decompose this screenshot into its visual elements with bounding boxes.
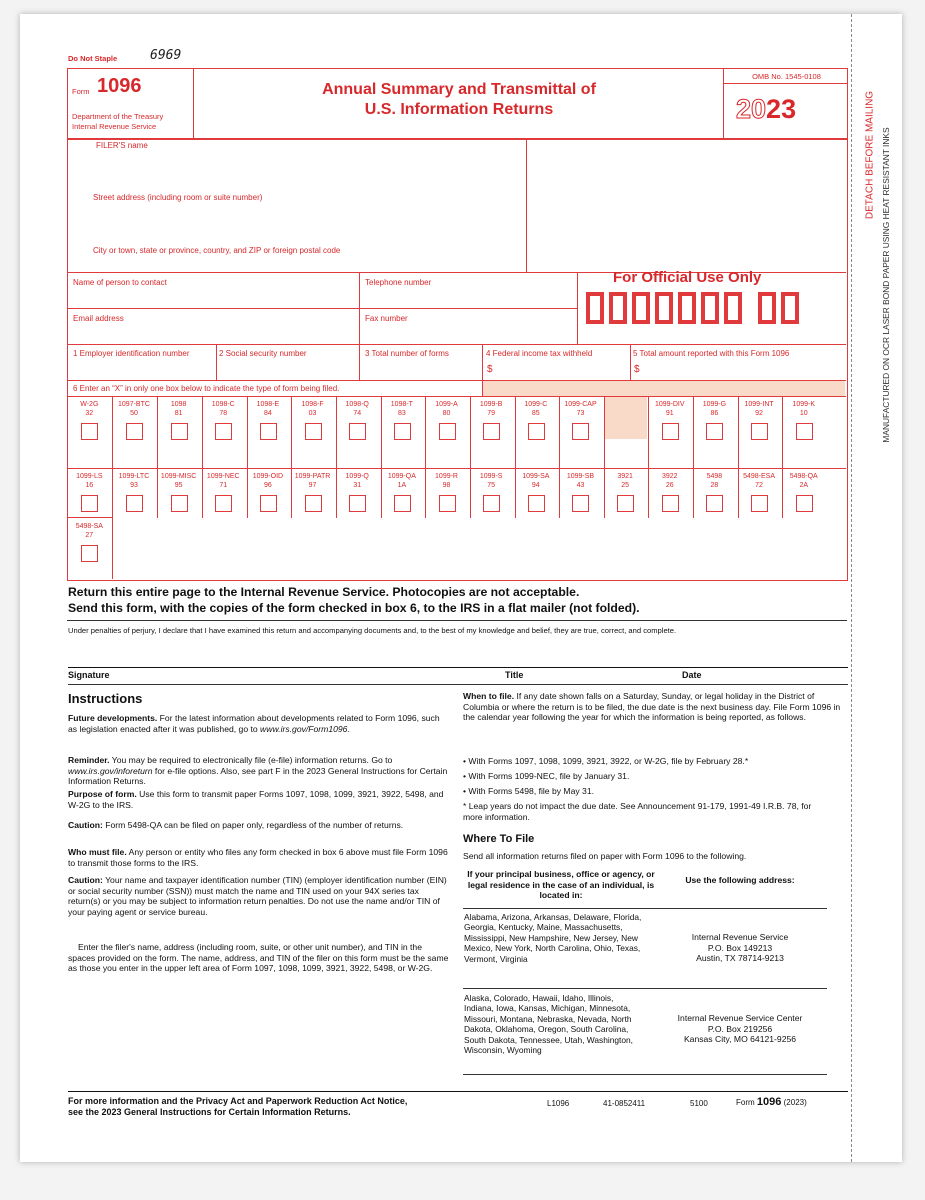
form-type-checkbox[interactable]	[483, 495, 500, 512]
detach-line	[851, 14, 852, 1162]
form-type-label: 5498-SA 27	[75, 523, 103, 539]
footer-code-1: L1096	[547, 1099, 570, 1108]
signature-label: Signature	[68, 670, 110, 680]
form-type-checkbox[interactable]	[572, 423, 589, 440]
telephone-label: Telephone number	[365, 278, 432, 287]
form-type-label: 1098-Q 74	[345, 401, 369, 417]
form-type-label: 5498 28	[706, 473, 723, 489]
form-type-checkbox[interactable]	[81, 545, 98, 562]
omb-number: OMB No. 1545-0108	[752, 72, 821, 81]
date-label: Date	[682, 670, 702, 680]
form-type-label: 1099-C 85	[524, 401, 548, 417]
when-to-file: When to file. If any date shown falls on a Saturday, Sunday, or legal holiday in the District of Columbia or where the return is to be filed, the due date is the next business day. File Form 1096 in the calendar year following the year for which the information is being reported, as follows.	[463, 691, 841, 723]
form-type-checkbox[interactable]	[394, 423, 411, 440]
form-type-checkbox[interactable]	[617, 495, 634, 512]
filer-name-field[interactable]	[76, 152, 520, 184]
fax-label: Fax number	[365, 314, 408, 323]
date-field[interactable]	[680, 638, 840, 666]
form-type-checkbox[interactable]	[751, 495, 768, 512]
form-type-label: W-2G 32	[80, 401, 99, 417]
leap-year-note: * Leap years do not impact the due date. See Announcement 91-179, 1991-49 I.R.B. 78, for more information.	[463, 801, 812, 822]
form-type-label: 1099-SB 43	[566, 473, 595, 489]
perjury-statement: Under penalties of perjury, I declare that I have examined this return and accompanying documents and, to the best of my knowledge and belief, they are true, correct, and complete.	[68, 626, 677, 635]
email-field[interactable]	[70, 324, 355, 342]
form-type-label: 1099-QA 1A	[387, 473, 416, 489]
title-field[interactable]	[500, 638, 670, 666]
box3-label: 3 Total number of forms	[365, 349, 449, 358]
box1-label: 1 Employer identification number	[73, 349, 190, 358]
form-type-checkbox[interactable]	[305, 423, 322, 440]
official-use-title: For Official Use Only	[613, 269, 762, 286]
department: Department of the Treasury Internal Revenue Service	[72, 112, 164, 131]
col-address-head: Use the following address:	[685, 875, 795, 885]
who-must-file: Who must file. Any person or entity who files any form checked in box 6 above must file Form 1096 to transmit those forms to the IRS.	[68, 847, 448, 868]
contact-label: Name of person to contact	[73, 278, 167, 287]
form-type-label: 1099-Q 31	[345, 473, 369, 489]
city-field[interactable]	[76, 256, 520, 270]
form-word: Form	[72, 87, 90, 96]
street-address-field[interactable]	[76, 204, 520, 236]
footer-code-2: 41-0852411	[603, 1099, 646, 1108]
box4-dollar: $	[487, 364, 493, 375]
bullet-may: • With Forms 5498, file by May 31.	[463, 786, 595, 796]
form-type-checkbox[interactable]	[706, 495, 723, 512]
form-type-label: 1098-T 83	[390, 401, 413, 417]
box2-label: 2 Social security number	[219, 349, 307, 358]
shaded-band	[483, 381, 845, 396]
form-type-checkbox[interactable]	[572, 495, 589, 512]
form-title: Annual Summary and Transmittal of U.S. Information Returns	[322, 81, 596, 118]
form-type-checkbox[interactable]	[305, 495, 322, 512]
city-label: City or town, state or province, country, and ZIP or foreign postal code	[93, 246, 341, 255]
ssn-field[interactable]	[219, 360, 355, 378]
form-type-label: 1099-INT 92	[744, 401, 774, 417]
form-type-checkbox[interactable]	[81, 495, 98, 512]
serial-number: 6969	[150, 48, 182, 63]
form-type-checkbox[interactable]	[215, 495, 232, 512]
form-type-label: 1098-E 84	[256, 401, 280, 417]
shaded-cell	[604, 397, 647, 439]
email-label: Email address	[73, 314, 124, 323]
footer-code-3: 5100	[690, 1099, 708, 1108]
where-to-file-body: Send all information returns filed on paper with Form 1096 to the following.	[463, 851, 747, 861]
form-type-checkbox[interactable]	[662, 495, 679, 512]
form-type-checkbox[interactable]	[260, 423, 277, 440]
form-type-checkbox[interactable]	[439, 423, 456, 440]
form-type-checkbox[interactable]	[483, 423, 500, 440]
form-type-label: 1099-PATR 97	[294, 473, 331, 489]
box5-dollar: $	[634, 364, 640, 375]
where-to-file-heading: Where To File	[463, 833, 535, 845]
form-page	[20, 14, 902, 1162]
form-type-label: 1098 81	[170, 401, 187, 417]
form-type-label: 1099-LTC 93	[118, 473, 150, 489]
form-type-label: 1099-LS 16	[76, 473, 103, 489]
form-type-label: 1099-NEC 71	[206, 473, 240, 489]
bullet-jan: • With Forms 1099-NEC, file by January 31.	[463, 771, 630, 781]
form-type-label: 1099-G 86	[702, 401, 727, 417]
col-location-head: If your principal business, office or agency, or legal residence in the case of an individual, is located in:	[467, 869, 655, 901]
caution-5498qa: Caution: Form 5498-QA can be filed on paper only, regardless of the number of returns.	[68, 820, 404, 830]
form-type-checkbox[interactable]	[126, 423, 143, 440]
form-type-label: 1099-DIV 91	[654, 401, 685, 417]
title-label: Title	[505, 670, 524, 680]
contact-field[interactable]	[70, 288, 355, 306]
form-type-label: 3922 26	[661, 473, 678, 489]
form-number: 1096	[97, 75, 142, 97]
form-type-label: 1099-B 79	[479, 401, 503, 417]
total-forms-field[interactable]	[362, 360, 478, 378]
filer-name-label: FILER'S name	[96, 141, 148, 150]
total-amount-field[interactable]	[643, 360, 841, 378]
states-group-1: Alabama, Arizona, Arkansas, Delaware, Florida, Georgia, Kentucky, Maine, Massachusetts, Mississippi, New Hampshire, New Jersey, New Mexico, New York, North Carolina, Ohio, Texas, Vermont, Virginia	[464, 912, 642, 964]
box5-label: 5 Total amount reported with this Form 1096	[633, 349, 790, 358]
form-type-label: 1099-K 10	[792, 401, 815, 417]
caution-tin: Caution: Your name and taxpayer identification number (TIN) (employer identification number (EIN) or social security number (SSN)) must match the name and TIN used on your 94X series tax return(s) or you may be subject to information return penalties. Do not use the name and/or TIN of your paying agent or service bureau.	[68, 875, 447, 917]
tax-year: 2023	[736, 94, 797, 124]
form-type-checkbox[interactable]	[126, 495, 143, 512]
box4-label: 4 Federal income tax withheld	[486, 349, 593, 358]
form-type-checkbox[interactable]	[439, 495, 456, 512]
form-type-checkbox[interactable]	[394, 495, 411, 512]
fax-field[interactable]	[362, 324, 572, 342]
form-type-label: 1099-MISC 95	[160, 473, 197, 489]
form-type-label: 1099-R 98	[435, 473, 458, 489]
manufactured-text: MANUFACTURED ON OCR LASER BOND PAPER USING HEAT RESISTANT INKS	[881, 127, 891, 443]
address-kansas-city: Internal Revenue Service Center P.O. Box 219256 Kansas City, MO 64121-9256	[677, 1013, 803, 1045]
address-austin: Internal Revenue Service P.O. Box 149213 Austin, TX 78714-9213	[691, 932, 789, 964]
form-type-checkbox[interactable]	[706, 423, 723, 440]
form-type-label: 1099-OID 96	[252, 473, 284, 489]
form-type-label: 1098-C 78	[211, 401, 235, 417]
telephone-field[interactable]	[362, 288, 572, 306]
footer-notice: For more information and the Privacy Act and Paperwork Reduction Act Notice, see the 2023 General Instructions for Certain Information Returns.	[68, 1096, 408, 1117]
enter-filer-info: Enter the filer's name, address (including room, suite, or other unit number), and TIN in the spaces provided on the form. The name, address, and TIN of the filer on this form must be the same as those you enter in the upper left area of Form 1097, 1098, 1099, 3921, 3922, 5498, or W-2G.	[68, 942, 449, 974]
street-address-label: Street address (including room or suite number)	[93, 193, 263, 202]
form-type-checkbox[interactable]	[215, 423, 232, 440]
form-type-label: 5498-QA 2A	[789, 473, 818, 489]
form-type-label: 1099-A 80	[435, 401, 458, 417]
box6-label: 6 Enter an “X” in only one box below to indicate the type of form being filed.	[73, 384, 340, 393]
form-type-checkbox[interactable]	[528, 423, 545, 440]
form-type-label: 5498-ESA 72	[743, 473, 776, 489]
signature-field[interactable]	[68, 638, 488, 666]
footer-form-id: Form 1096 (2023)	[736, 1096, 807, 1108]
form-type-checkbox[interactable]	[528, 495, 545, 512]
form-type-checkbox[interactable]	[751, 423, 768, 440]
do-not-staple: Do Not Staple	[68, 54, 118, 63]
future-developments: Future developments. For the latest information about developments related to Form 1096, such as legislation enacted after it was published, go to www.irs.gov/Form1096.	[68, 713, 440, 734]
instructions-heading: Instructions	[68, 691, 143, 706]
form-type-checkbox[interactable]	[662, 423, 679, 440]
form-type-checkbox[interactable]	[171, 423, 188, 440]
bullet-feb: • With Forms 1097, 1098, 1099, 3921, 3922, or W-2G, file by February 28.*	[463, 756, 749, 766]
form-type-label: 1098-F 03	[301, 401, 324, 417]
form-type-checkbox[interactable]	[171, 495, 188, 512]
form-type-label: 1099-CAP 73	[564, 401, 597, 417]
form-type-label: 1099-S 75	[479, 473, 503, 489]
return-note: Return this entire page to the Internal Revenue Service. Photocopies are not acceptable. Send this form, with the copies of the form checked in box 6, to the IRS in a flat mailer (not folded).	[68, 585, 640, 615]
form-type-checkbox[interactable]	[260, 495, 277, 512]
form-type-label: 3921 25	[617, 473, 633, 489]
form-type-label: 1099-SA 94	[522, 473, 550, 489]
purpose-of-form: Purpose of form. Use this form to transmit paper Forms 1097, 1098, 1099, 3921, 3922, 5498, and W-2G to the IRS.	[68, 789, 444, 810]
detach-text: DETACH BEFORE MAILING	[864, 90, 876, 220]
form-type-checkbox[interactable]	[349, 423, 366, 440]
form-type-checkbox[interactable]	[81, 423, 98, 440]
form-type-label: 1097-BTC 50	[118, 401, 150, 417]
form-type-checkbox[interactable]	[349, 495, 366, 512]
reminder: Reminder. You may be required to electronically file (e-file) information returns. Go to www.irs.gov/inforeturn for e-file options. Also, see part F in the 2023 General Instructions for Certain Information Returns.	[68, 755, 448, 787]
states-group-2: Alaska, Colorado, Hawaii, Idaho, Illinois, Indiana, Iowa, Kansas, Michigan, Minnesota, Missouri, Montana, Nebraska, Nevada, North Dakota, Oklahoma, Oregon, South Carolina, South Dakota, Tennessee, Utah, Washington, Wisconsin, Wyoming	[464, 993, 633, 1056]
form-type-checkbox[interactable]	[796, 423, 813, 440]
tax-withheld-field[interactable]	[496, 360, 626, 378]
form-type-checkbox[interactable]	[796, 495, 813, 512]
ein-field[interactable]	[70, 360, 212, 378]
